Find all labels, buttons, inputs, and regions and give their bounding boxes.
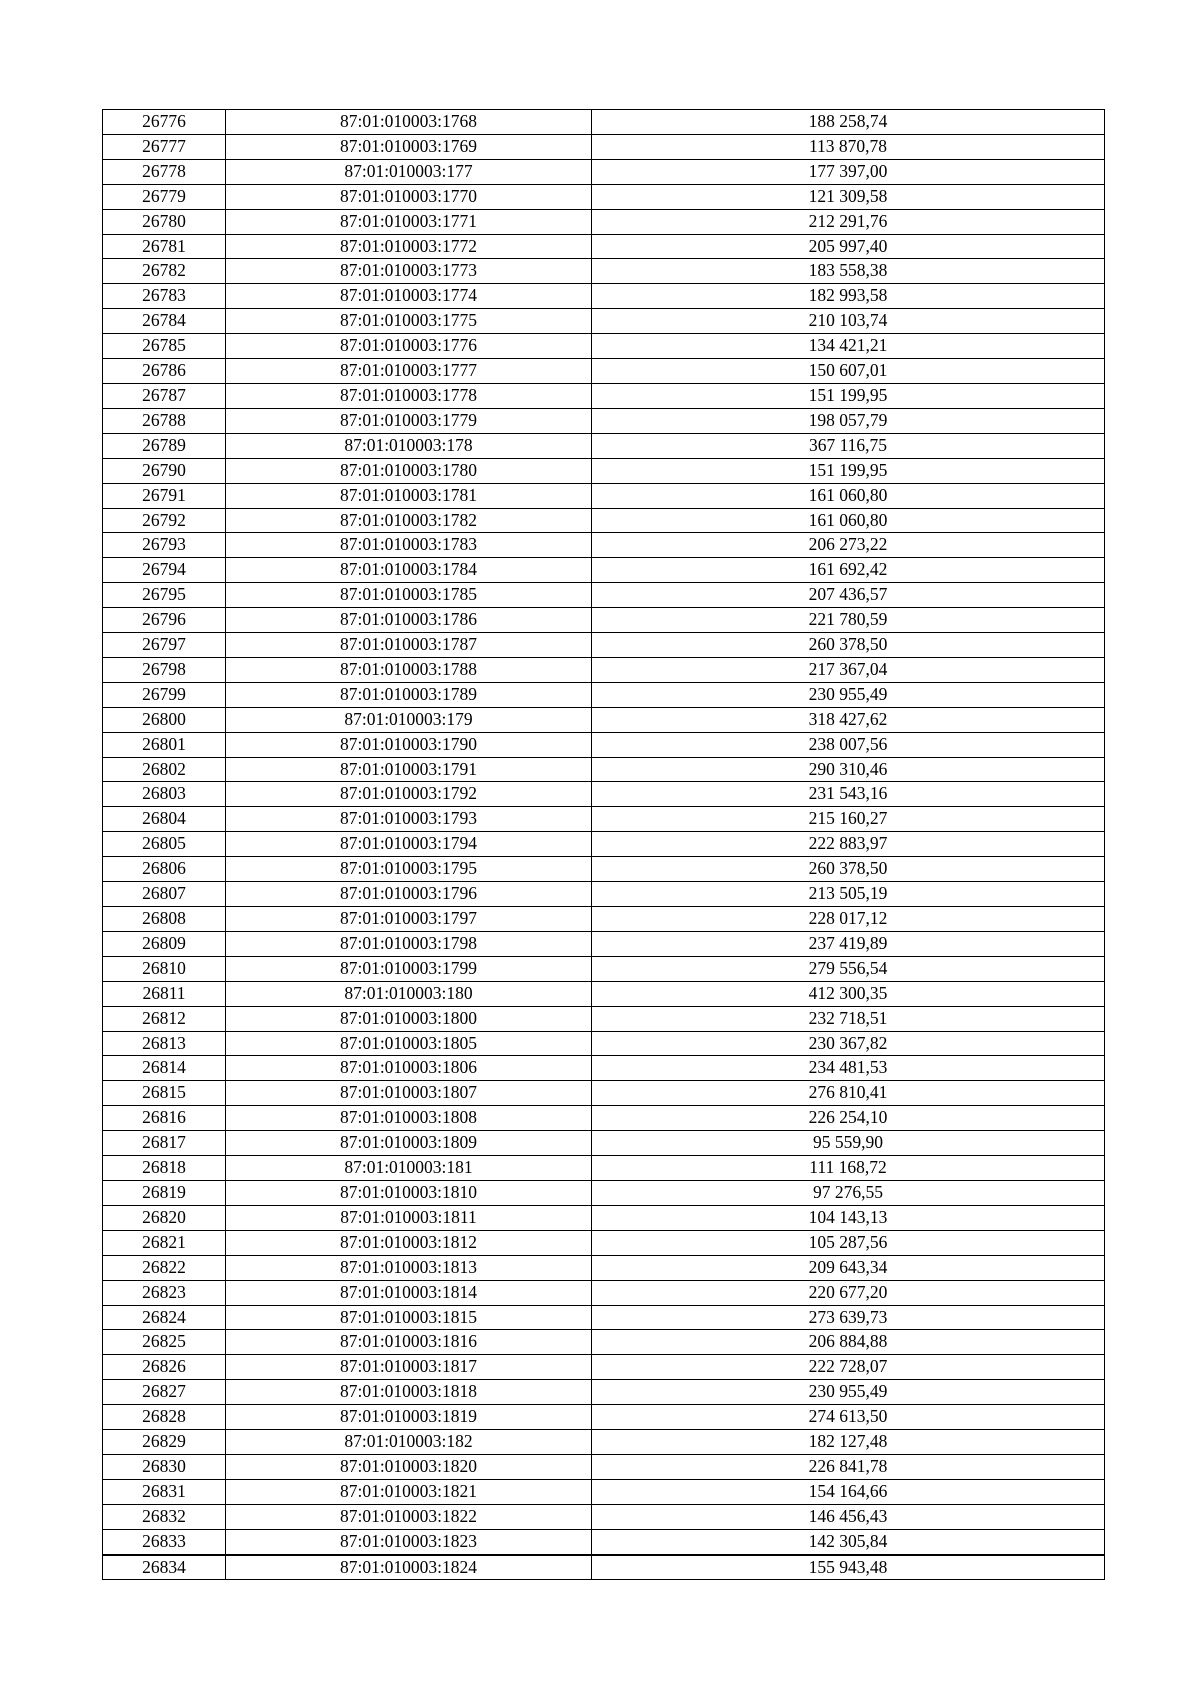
cadastral-number-cell: 87:01:010003:1796 [226, 882, 592, 907]
cadastral-number-cell: 87:01:010003:1813 [226, 1255, 592, 1280]
row-number-cell: 26782 [103, 259, 226, 284]
table-row [103, 1056, 1105, 1081]
cadastral-number-cell: 87:01:010003:180 [226, 981, 592, 1006]
cadastral-value-cell: 95 559,90 [592, 1131, 1105, 1156]
table-row [103, 259, 1105, 284]
table-row [103, 134, 1105, 159]
row-number-cell: 26825 [103, 1330, 226, 1355]
cadastral-number-cell: 87:01:010003:1774 [226, 284, 592, 309]
cadastral-number-cell: 87:01:010003:1820 [226, 1454, 592, 1479]
cadastral-number-cell: 87:01:010003:1814 [226, 1280, 592, 1305]
row-number-cell: 26796 [103, 608, 226, 633]
row-number-cell: 26821 [103, 1230, 226, 1255]
cadastral-value-cell: 161 692,42 [592, 558, 1105, 583]
cadastral-value-cell: 274 613,50 [592, 1405, 1105, 1430]
cadastral-value-cell: 290 310,46 [592, 757, 1105, 782]
row-number-cell: 26818 [103, 1156, 226, 1181]
row-number-cell: 26822 [103, 1255, 226, 1280]
cadastral-number-cell: 87:01:010003:1773 [226, 259, 592, 284]
table-row [103, 807, 1105, 832]
row-number-cell: 26786 [103, 359, 226, 384]
cadastral-value-cell: 154 164,66 [592, 1479, 1105, 1504]
table-row [103, 657, 1105, 682]
cadastral-value-cell: 210 103,74 [592, 309, 1105, 334]
row-number-cell: 26831 [103, 1479, 226, 1504]
cadastral-number-cell: 87:01:010003:1780 [226, 458, 592, 483]
cadastral-number-cell: 87:01:010003:1782 [226, 508, 592, 533]
table-row [103, 110, 1105, 135]
row-number-cell: 26813 [103, 1031, 226, 1056]
cadastral-number-cell: 87:01:010003:1808 [226, 1106, 592, 1131]
table-row [103, 159, 1105, 184]
table-row [103, 558, 1105, 583]
cadastral-value-cell: 161 060,80 [592, 508, 1105, 533]
cadastral-number-cell: 87:01:010003:1809 [226, 1131, 592, 1156]
row-number-cell: 26826 [103, 1355, 226, 1380]
row-number-cell: 26800 [103, 707, 226, 732]
row-number-cell: 26794 [103, 558, 226, 583]
cadastral-value-cell: 222 728,07 [592, 1355, 1105, 1380]
table-row [103, 633, 1105, 658]
cadastral-number-cell: 87:01:010003:1807 [226, 1081, 592, 1106]
table-row [103, 334, 1105, 359]
row-number-cell: 26804 [103, 807, 226, 832]
cadastral-value-cell: 231 543,16 [592, 782, 1105, 807]
cadastral-value-cell: 222 883,97 [592, 832, 1105, 857]
cadastral-number-cell: 87:01:010003:1792 [226, 782, 592, 807]
cadastral-value-cell: 260 378,50 [592, 633, 1105, 658]
cadastral-number-cell: 87:01:010003:1815 [226, 1305, 592, 1330]
cadastral-number-cell: 87:01:010003:1823 [226, 1529, 592, 1554]
row-number-cell: 26792 [103, 508, 226, 533]
row-number-cell: 26829 [103, 1430, 226, 1455]
table-row [103, 782, 1105, 807]
row-number-cell: 26783 [103, 284, 226, 309]
row-number-cell: 26790 [103, 458, 226, 483]
cadastral-value-cell: 273 639,73 [592, 1305, 1105, 1330]
table-row [103, 1280, 1105, 1305]
cadastral-value-cell: 104 143,13 [592, 1205, 1105, 1230]
row-number-cell: 26784 [103, 309, 226, 334]
cadastral-value-cell: 237 419,89 [592, 931, 1105, 956]
cadastral-number-cell: 87:01:010003:1790 [226, 732, 592, 757]
row-number-cell: 26817 [103, 1131, 226, 1156]
row-number-cell: 26806 [103, 857, 226, 882]
cadastral-number-cell: 87:01:010003:1778 [226, 383, 592, 408]
cadastral-value-cell: 183 558,38 [592, 259, 1105, 284]
table-row [103, 1131, 1105, 1156]
cadastral-number-cell: 87:01:010003:1775 [226, 309, 592, 334]
table-row [103, 1081, 1105, 1106]
cadastral-number-cell: 87:01:010003:1787 [226, 633, 592, 658]
table-row [103, 1504, 1105, 1529]
table-row [103, 857, 1105, 882]
cadastral-value-cell: 279 556,54 [592, 956, 1105, 981]
cadastral-number-cell: 87:01:010003:1824 [226, 1555, 592, 1580]
table-row [103, 1479, 1105, 1504]
table-row [103, 1405, 1105, 1430]
cadastral-number-cell: 87:01:010003:1772 [226, 234, 592, 259]
row-number-cell: 26812 [103, 1006, 226, 1031]
table-row [103, 1180, 1105, 1205]
cadastral-value-cell: 226 254,10 [592, 1106, 1105, 1131]
cadastral-value-cell: 182 127,48 [592, 1430, 1105, 1455]
cadastral-number-cell: 87:01:010003:1768 [226, 110, 592, 135]
row-number-cell: 26793 [103, 533, 226, 558]
row-number-cell: 26779 [103, 184, 226, 209]
cadastral-value-cell: 113 870,78 [592, 134, 1105, 159]
row-number-cell: 26820 [103, 1205, 226, 1230]
cadastral-value-cell: 142 305,84 [592, 1529, 1105, 1554]
cadastral-value-cell: 177 397,00 [592, 159, 1105, 184]
cadastral-value-cell: 121 309,58 [592, 184, 1105, 209]
cadastral-value-cell: 151 199,95 [592, 458, 1105, 483]
table-row [103, 533, 1105, 558]
cadastral-value-cell: 230 955,49 [592, 1380, 1105, 1405]
table-row [103, 209, 1105, 234]
table-row [103, 956, 1105, 981]
cadastral-value-cell: 134 421,21 [592, 334, 1105, 359]
row-number-cell: 26814 [103, 1056, 226, 1081]
cadastral-number-cell: 87:01:010003:1770 [226, 184, 592, 209]
row-number-cell: 26833 [103, 1529, 226, 1554]
cadastral-number-cell: 87:01:010003:1822 [226, 1504, 592, 1529]
cadastral-number-cell: 87:01:010003:1783 [226, 533, 592, 558]
table-row [103, 757, 1105, 782]
cadastral-number-cell: 87:01:010003:1795 [226, 857, 592, 882]
cadastral-number-cell: 87:01:010003:1777 [226, 359, 592, 384]
table-row [103, 707, 1105, 732]
row-number-cell: 26832 [103, 1504, 226, 1529]
cadastral-value-cell: 105 287,56 [592, 1230, 1105, 1255]
cadastral-number-cell: 87:01:010003:179 [226, 707, 592, 732]
cadastral-number-cell: 87:01:010003:178 [226, 433, 592, 458]
cadastral-value-cell: 367 116,75 [592, 433, 1105, 458]
table-row [103, 184, 1105, 209]
cadastral-number-cell: 87:01:010003:1797 [226, 907, 592, 932]
cadastral-value-cell: 238 007,56 [592, 732, 1105, 757]
table-row [103, 832, 1105, 857]
row-number-cell: 26781 [103, 234, 226, 259]
table-row [103, 732, 1105, 757]
cadastral-value-cell: 318 427,62 [592, 707, 1105, 732]
table-row [103, 284, 1105, 309]
table-row [103, 1454, 1105, 1479]
row-number-cell: 26789 [103, 433, 226, 458]
cadastral-number-cell: 87:01:010003:1821 [226, 1479, 592, 1504]
table-row [103, 608, 1105, 633]
table-row [103, 931, 1105, 956]
row-number-cell: 26807 [103, 882, 226, 907]
cadastral-value-cell: 232 718,51 [592, 1006, 1105, 1031]
cadastral-value-cell: 215 160,27 [592, 807, 1105, 832]
cadastral-value-cell: 206 273,22 [592, 533, 1105, 558]
row-number-cell: 26778 [103, 159, 226, 184]
table-row [103, 981, 1105, 1006]
cadastral-number-cell: 87:01:010003:1786 [226, 608, 592, 633]
table-row [103, 1380, 1105, 1405]
cadastral-number-cell: 87:01:010003:1776 [226, 334, 592, 359]
table-row [103, 234, 1105, 259]
table-row [103, 1031, 1105, 1056]
row-number-cell: 26816 [103, 1106, 226, 1131]
table-row [103, 458, 1105, 483]
cadastral-value-cell: 151 199,95 [592, 383, 1105, 408]
cadastral-value-cell: 182 993,58 [592, 284, 1105, 309]
cadastral-number-cell: 87:01:010003:1806 [226, 1056, 592, 1081]
table-row [103, 433, 1105, 458]
row-number-cell: 26808 [103, 907, 226, 932]
row-number-cell: 26777 [103, 134, 226, 159]
cadastral-value-cell: 188 258,74 [592, 110, 1105, 135]
cadastral-value-cell: 146 456,43 [592, 1504, 1105, 1529]
table-row [103, 1330, 1105, 1355]
row-number-cell: 26830 [103, 1454, 226, 1479]
row-number-cell: 26791 [103, 483, 226, 508]
row-number-cell: 26823 [103, 1280, 226, 1305]
row-number-cell: 26801 [103, 732, 226, 757]
row-number-cell: 26797 [103, 633, 226, 658]
cadastral-value-cell: 220 677,20 [592, 1280, 1105, 1305]
cadastral-value-cell: 276 810,41 [592, 1081, 1105, 1106]
cadastral-number-cell: 87:01:010003:1817 [226, 1355, 592, 1380]
cadastral-number-cell: 87:01:010003:1784 [226, 558, 592, 583]
cadastral-value-cell: 206 884,88 [592, 1330, 1105, 1355]
table-row [103, 1156, 1105, 1181]
cadastral-number-cell: 87:01:010003:1771 [226, 209, 592, 234]
table-row [103, 1355, 1105, 1380]
cadastral-value-cell: 150 607,01 [592, 359, 1105, 384]
table-row [103, 383, 1105, 408]
row-number-cell: 26780 [103, 209, 226, 234]
table-row [103, 1305, 1105, 1330]
table-row [103, 359, 1105, 384]
cadastral-number-cell: 87:01:010003:1800 [226, 1006, 592, 1031]
cadastral-number-cell: 87:01:010003:1816 [226, 1330, 592, 1355]
row-number-cell: 26828 [103, 1405, 226, 1430]
table-row [103, 309, 1105, 334]
table-row [103, 1255, 1105, 1280]
cadastral-number-cell: 87:01:010003:1812 [226, 1230, 592, 1255]
cadastral-value-cell: 412 300,35 [592, 981, 1105, 1006]
table-row [103, 907, 1105, 932]
cadastral-value-table [102, 109, 1105, 1580]
row-number-cell: 26824 [103, 1305, 226, 1330]
cadastral-value-cell: 212 291,76 [592, 209, 1105, 234]
cadastral-value-cell: 230 367,82 [592, 1031, 1105, 1056]
cadastral-value-cell: 198 057,79 [592, 408, 1105, 433]
table-row [103, 508, 1105, 533]
table-row [103, 483, 1105, 508]
cadastral-number-cell: 87:01:010003:1794 [226, 832, 592, 857]
cadastral-number-cell: 87:01:010003:1779 [226, 408, 592, 433]
cadastral-number-cell: 87:01:010003:1798 [226, 931, 592, 956]
row-number-cell: 26810 [103, 956, 226, 981]
table-row [103, 682, 1105, 707]
table-row [103, 882, 1105, 907]
cadastral-number-cell: 87:01:010003:1788 [226, 657, 592, 682]
cadastral-value-cell: 111 168,72 [592, 1156, 1105, 1181]
cadastral-number-cell: 87:01:010003:1805 [226, 1031, 592, 1056]
table-row [103, 1106, 1105, 1131]
row-number-cell: 26795 [103, 583, 226, 608]
cadastral-number-cell: 87:01:010003:177 [226, 159, 592, 184]
row-number-cell: 26803 [103, 782, 226, 807]
cadastral-number-cell: 87:01:010003:181 [226, 1156, 592, 1181]
cadastral-number-cell: 87:01:010003:1819 [226, 1405, 592, 1430]
cadastral-number-cell: 87:01:010003:1793 [226, 807, 592, 832]
row-number-cell: 26788 [103, 408, 226, 433]
cadastral-value-cell: 205 997,40 [592, 234, 1105, 259]
cadastral-number-cell: 87:01:010003:1769 [226, 134, 592, 159]
row-number-cell: 26827 [103, 1380, 226, 1405]
row-number-cell: 26809 [103, 931, 226, 956]
table-row [103, 1555, 1105, 1580]
cadastral-number-cell: 87:01:010003:1810 [226, 1180, 592, 1205]
row-number-cell: 26787 [103, 383, 226, 408]
table-row [103, 1006, 1105, 1031]
cadastral-value-cell: 221 780,59 [592, 608, 1105, 633]
row-number-cell: 26819 [103, 1180, 226, 1205]
cadastral-value-cell: 228 017,12 [592, 907, 1105, 932]
row-number-cell: 26815 [103, 1081, 226, 1106]
cadastral-value-cell: 230 955,49 [592, 682, 1105, 707]
cadastral-number-cell: 87:01:010003:1811 [226, 1205, 592, 1230]
table-row [103, 1205, 1105, 1230]
cadastral-number-cell: 87:01:010003:1791 [226, 757, 592, 782]
cadastral-number-cell: 87:01:010003:1799 [226, 956, 592, 981]
cadastral-number-cell: 87:01:010003:1781 [226, 483, 592, 508]
cadastral-value-cell: 234 481,53 [592, 1056, 1105, 1081]
table-row [103, 583, 1105, 608]
table-row [103, 408, 1105, 433]
cadastral-value-cell: 97 276,55 [592, 1180, 1105, 1205]
cadastral-value-cell: 213 505,19 [592, 882, 1105, 907]
cadastral-value-cell: 209 643,34 [592, 1255, 1105, 1280]
table-row [103, 1529, 1105, 1554]
cadastral-number-cell: 87:01:010003:1785 [226, 583, 592, 608]
cadastral-value-cell: 207 436,57 [592, 583, 1105, 608]
row-number-cell: 26805 [103, 832, 226, 857]
table-row [103, 1430, 1105, 1455]
cadastral-value-cell: 226 841,78 [592, 1454, 1105, 1479]
cadastral-number-cell: 87:01:010003:1818 [226, 1380, 592, 1405]
row-number-cell: 26776 [103, 110, 226, 135]
table-body [103, 110, 1105, 1580]
cadastral-value-cell: 217 367,04 [592, 657, 1105, 682]
cadastral-number-cell: 87:01:010003:1789 [226, 682, 592, 707]
row-number-cell: 26799 [103, 682, 226, 707]
cadastral-value-cell: 260 378,50 [592, 857, 1105, 882]
row-number-cell: 26798 [103, 657, 226, 682]
cadastral-number-cell: 87:01:010003:182 [226, 1430, 592, 1455]
cadastral-value-cell: 155 943,48 [592, 1555, 1105, 1580]
table-row [103, 1230, 1105, 1255]
row-number-cell: 26802 [103, 757, 226, 782]
row-number-cell: 26811 [103, 981, 226, 1006]
cadastral-value-cell: 161 060,80 [592, 483, 1105, 508]
row-number-cell: 26834 [103, 1555, 226, 1580]
row-number-cell: 26785 [103, 334, 226, 359]
